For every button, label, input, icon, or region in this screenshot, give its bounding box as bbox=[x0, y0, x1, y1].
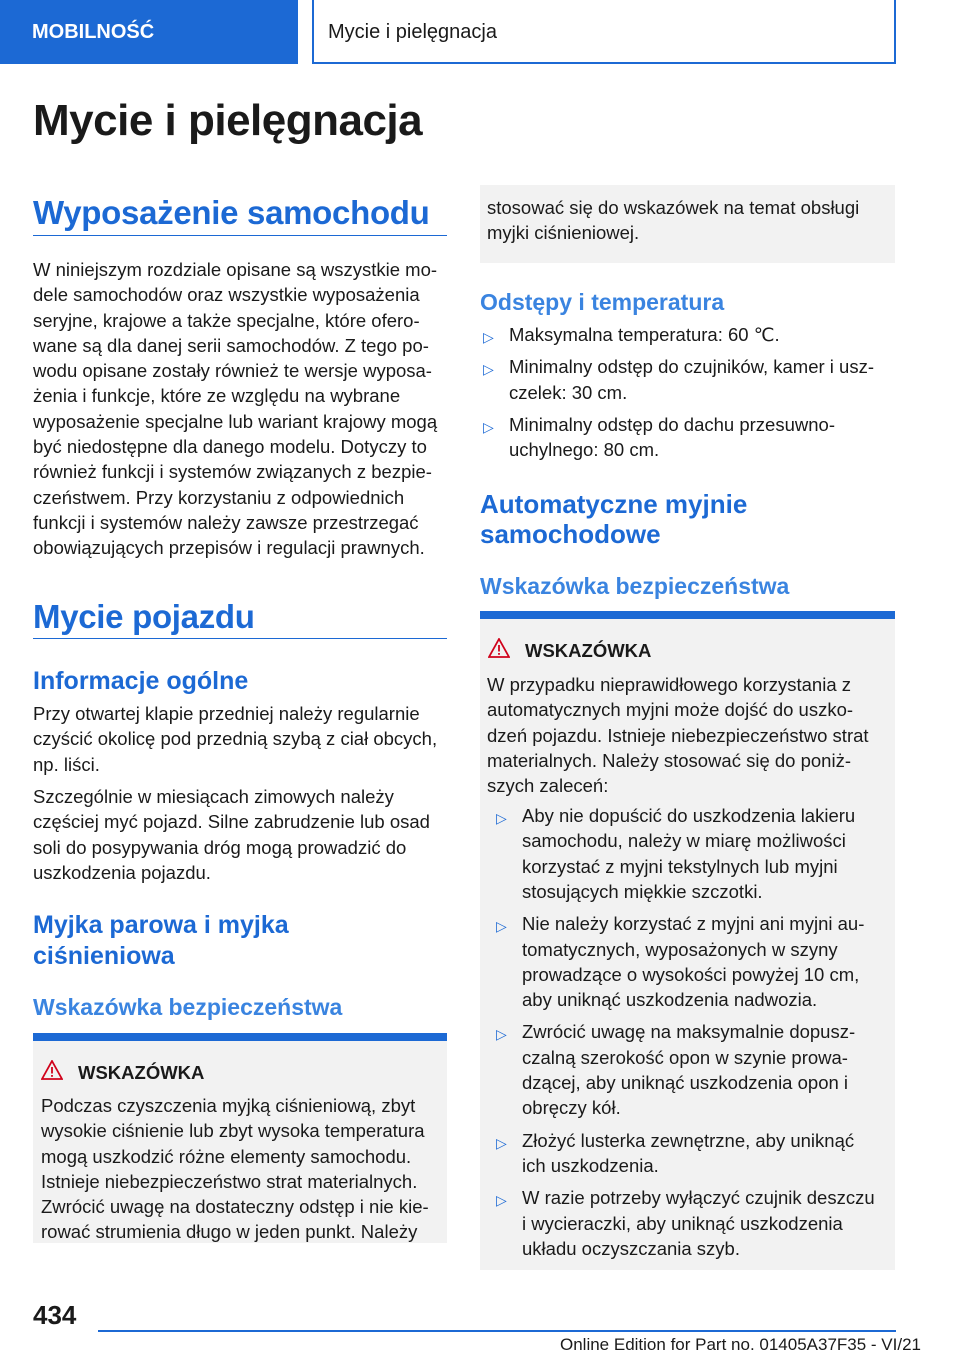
paragraph-line: również funkcji i systemów związanych z bezpie- bbox=[33, 461, 432, 483]
warning-line: rować strumienia długo w jeden punkt. Należy bbox=[41, 1221, 418, 1243]
header-bar bbox=[0, 0, 960, 66]
paragraph-line: wyposażenie specjalne lub wariant krajowy mogą bbox=[33, 410, 438, 432]
warning-line: szych zaleceń: bbox=[487, 775, 609, 797]
bullet-marker-icon: ▷ bbox=[496, 918, 507, 935]
safety-heading-right: Wskazówka bezpieczeństwa bbox=[480, 573, 790, 599]
list-item-line: prowadzące o wysokości powyżej 10 cm, bbox=[522, 963, 860, 985]
chapter-tab[interactable]: Mycie i pielęgnacja bbox=[312, 0, 896, 64]
list-item-line: Aby nie dopuścić do uszkodzenia lakieru bbox=[522, 805, 856, 826]
section-tab[interactable]: MOBILNOŚĆ bbox=[0, 0, 298, 64]
bullet-marker-icon: ▷ bbox=[483, 418, 494, 435]
paragraph-line: wane są dla danej serii samochodów. Z tego po- bbox=[33, 334, 429, 356]
warning-line: Zwrócić uwagę na dostateczny odstęp i nie kie- bbox=[41, 1196, 429, 1218]
warning-line: materialnych. Należy stosować się do poniż- bbox=[487, 749, 851, 771]
paragraph-line: żenia i funkcje, które ze względu na wybrane bbox=[33, 385, 401, 407]
list-item-line: obręczy kół. bbox=[522, 1097, 621, 1119]
warning-triangle-icon bbox=[41, 1060, 63, 1080]
paragraph-line: czyścić okolicę pod przednią szybą z ciał obcych, bbox=[33, 728, 438, 750]
general-paragraph-1 bbox=[33, 701, 453, 777]
paragraph-line: obowiązujących przepisów i regulacji prawnych. bbox=[33, 537, 425, 559]
warning-line: Podczas czyszczenia myjką ciśnieniową, zbyt bbox=[41, 1095, 416, 1116]
paragraph-line: W niniejszym rozdziale opisane są wszystkie mo- bbox=[33, 259, 438, 280]
paragraph-line: wodu opisane zostały również te wersje wyposa- bbox=[33, 360, 432, 382]
warning-line: stosować się do wskazówek na temat obsługi bbox=[487, 197, 860, 218]
paragraph-line: soli do posypywania dróg mogą prowadzić do bbox=[33, 836, 407, 858]
carwash-heading-line-2: samochodowe bbox=[480, 519, 661, 549]
bullet-marker-icon: ▷ bbox=[483, 361, 494, 378]
paragraph-line: uszkodzenia pojazdu. bbox=[33, 861, 211, 883]
safety-heading-left: Wskazówka bezpieczeństwa bbox=[33, 994, 343, 1020]
warning-bar-right bbox=[480, 611, 895, 619]
list-item-line: tomatycznych, wyposażonych w szyny bbox=[522, 938, 838, 960]
paragraph-line: częściej myć pojazd. Silne zabrudzenie lub osad bbox=[33, 811, 430, 833]
list-item-line: Złożyć lusterka zewnętrzne, aby uniknąć bbox=[522, 1129, 855, 1151]
equipment-paragraph bbox=[33, 257, 453, 561]
equipment-heading: Wyposażenie samochodu bbox=[33, 194, 430, 231]
general-heading: Informacje ogólne bbox=[33, 667, 249, 695]
warning-label-left: WSKAZÓWKA bbox=[78, 1062, 205, 1083]
footer-rule bbox=[98, 1330, 896, 1332]
list-item-line: i wycieraczki, aby uniknąć uszkodzenia bbox=[522, 1212, 843, 1234]
list-item-line: Nie należy korzystać z myjni ani myjni au- bbox=[522, 913, 865, 935]
warning-text-left bbox=[41, 1093, 451, 1245]
warning-label-right: WSKAZÓWKA bbox=[525, 640, 652, 661]
bullet-marker-icon: ▷ bbox=[496, 1134, 507, 1151]
list-item-line: układu oczyszczania szyb. bbox=[522, 1237, 740, 1259]
warning-line: automatycznych myjni może dojść do uszko- bbox=[487, 699, 854, 721]
edition-note: Online Edition for Part no. 01405A37F35 - VI/21 bbox=[560, 1335, 922, 1354]
general-paragraph-2 bbox=[33, 784, 453, 885]
list-item-line: W razie potrzeby wyłączyć czujnik deszczu bbox=[522, 1187, 875, 1209]
list-item-line: aby uniknąć uszkodzenia nadwozia. bbox=[522, 989, 818, 1011]
paragraph-line: np. liści. bbox=[33, 753, 100, 775]
page-title: Mycie i pielęgnacja bbox=[33, 96, 423, 145]
list-item-line: stosujących miękkie szczotki. bbox=[522, 880, 763, 902]
list-item-line: korzystać z myjni tekstylnych lub myjni bbox=[522, 855, 838, 877]
warning-line: wysokie ciśnienie lub zbyt wysoka temperatura bbox=[41, 1120, 425, 1142]
paragraph-line: być niedostępne dla danego modelu. Dotyczy to bbox=[33, 436, 427, 458]
paragraph-line: Przy otwartej klapie przedniej należy regularnie bbox=[33, 703, 420, 724]
paragraph-line: Szczególnie w miesiącach zimowych należy bbox=[33, 786, 394, 807]
list-item-line: Minimalny odstęp do czujników, kamer i usz- bbox=[509, 356, 875, 378]
page-number: 434 bbox=[33, 1300, 77, 1330]
warning-text-continued bbox=[487, 195, 892, 246]
warning-line: Istnieje niebezpieczeństwo strat materialnych. bbox=[41, 1170, 418, 1192]
list-item-line: czelek: 30 cm. bbox=[509, 381, 628, 403]
list-item-line: Zwrócić uwagę na maksymalnie dopusz- bbox=[522, 1021, 856, 1043]
warning-line: W przypadku nieprawidłowego korzystania z bbox=[487, 674, 852, 695]
list-item-line: Minimalny odstęp do dachu przesuwno- bbox=[509, 413, 835, 435]
equipment-rule bbox=[33, 235, 447, 236]
bullet-marker-icon: ▷ bbox=[496, 1026, 507, 1043]
list-item-line: ich uszkodzenia. bbox=[522, 1154, 659, 1176]
warning-line: dzeń pojazdu. Istnieje niebezpieczeństwo strat bbox=[487, 724, 869, 746]
steam-heading-line-1: Myjka parowa i myjka bbox=[33, 911, 289, 939]
list-item-line: uchylnego: 80 cm. bbox=[509, 439, 660, 461]
list-item-line: czalną szerokość opon w szynie prowa- bbox=[522, 1046, 848, 1068]
carwash-heading-line-1: Automatyczne myjnie bbox=[480, 489, 748, 519]
warning-line: myjki ciśnieniowej. bbox=[487, 222, 640, 244]
list-item-line: Maksymalna temperatura: 60 ℃. bbox=[509, 324, 780, 345]
washing-rule bbox=[33, 638, 447, 639]
bullet-marker-icon: ▷ bbox=[496, 1192, 507, 1209]
washing-heading: Mycie pojazdu bbox=[33, 598, 255, 635]
list-item-line: dzącej, aby uniknąć uszkodzenia opon i bbox=[522, 1072, 849, 1093]
warning-bar-left bbox=[33, 1033, 447, 1041]
warning-line: mogą uszkodzić różne elementy samochodu. bbox=[41, 1145, 412, 1167]
distances-heading: Odstępy i temperatura bbox=[480, 289, 725, 315]
list-item-line: samochodu, należy w miarę możliwości bbox=[522, 830, 846, 852]
paragraph-line: seryjne, krajowe a także specjalne, które ofero- bbox=[33, 309, 420, 331]
bullet-marker-icon: ▷ bbox=[496, 810, 507, 826]
bullet-marker-icon: ▷ bbox=[483, 329, 494, 345]
paragraph-line: funkcji i systemów należy zawsze przestrzegać bbox=[33, 511, 419, 533]
warning-triangle-icon bbox=[488, 638, 510, 658]
paragraph-line: czeństwem. Przy korzystaniu z odpowiednich bbox=[33, 486, 405, 508]
steam-heading-line-2: ciśnieniowa bbox=[33, 942, 175, 970]
paragraph-line: dele samochodów oraz wszystkie wyposażenia bbox=[33, 284, 420, 306]
warning-text-right bbox=[487, 672, 892, 798]
